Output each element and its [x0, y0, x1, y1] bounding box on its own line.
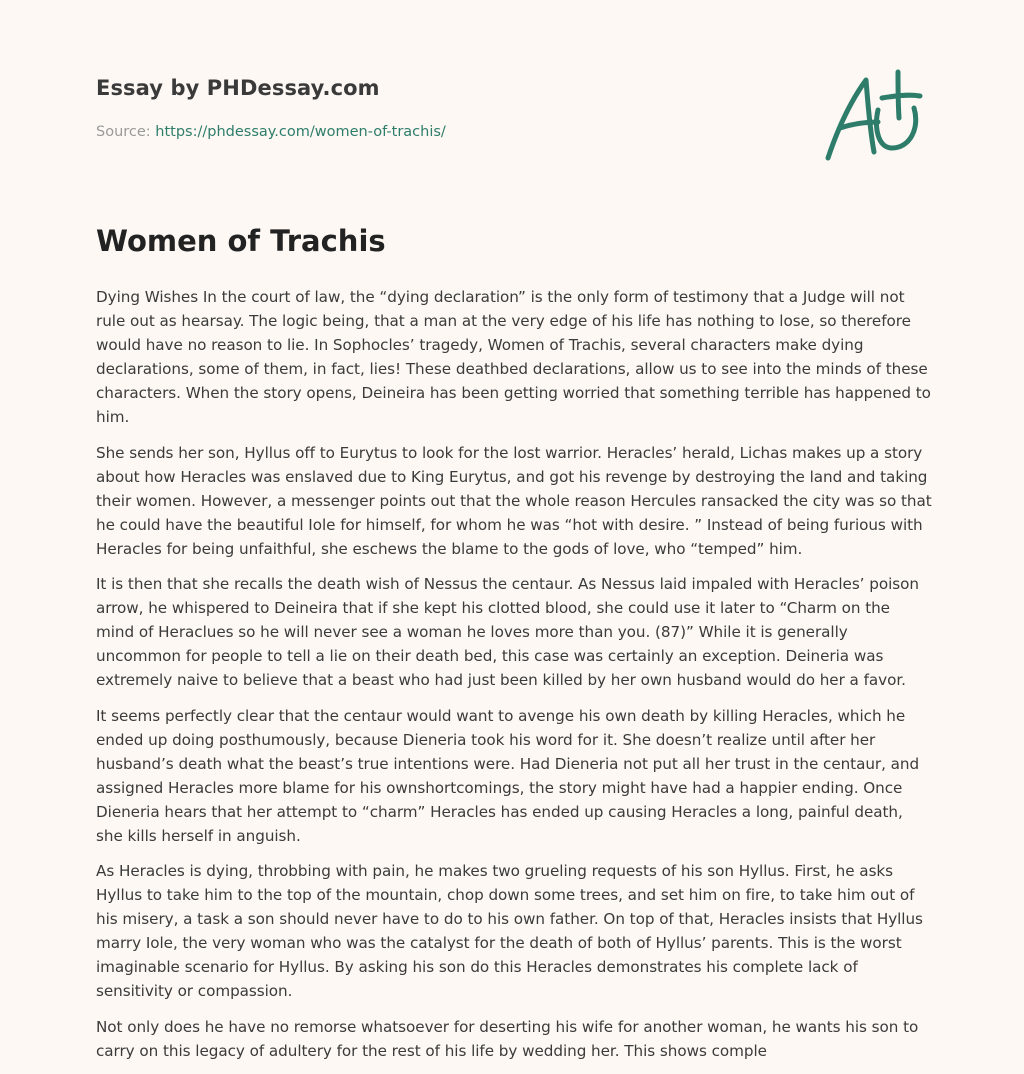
- essay-paragraph: Dying Wishes In the court of law, the “dying declaration” is the only form of testimony that a Judge will not rule out as hearsay. The logic being, that a man at the very edge of his life has nothing to lose, so therefore would have no reason to lie. In Sophocles’ tragedy, Women of Trachis, several characters make dying declarations, some of them, in fact, lies! These deathbed declarations, allow us to see into the minds of these characters. When the story opens, Deineira has been getting worried that something terrible has happened to him.: [96, 288, 931, 426]
- essay-paragraph: As Heracles is dying, throbbing with pain, he makes two grueling requests of his son Hyllus. First, he asks Hyllus to take him to the top of the mountain, chop down some trees, and set him on fire, to take him out of his misery, a task a son should never have to do to his own father. On top of that, Heracles insists that Hyllus marry Iole, the very woman who was the catalyst for the death of both of Hyllus’ parents. This is the worst imaginable scenario for Hyllus. By asking his son do this Heracles demonstrates his complete lack of sensitivity or compassion.: [96, 862, 923, 1000]
- a-plus-logo: [818, 66, 930, 166]
- essay-paragraph: It seems perfectly clear that the centaur would want to avenge his own death by killing Heracles, which he ended up doing posthumously, because Dieneria took his word for it. She doesn’t realize until after her husband’s death what the beast’s true intentions were. Had Dieneria not put all her trust in the centaur, and assigned Heracles more blame for his ownshortcomings, the story might have had a happier ending. Once Dieneria hears that her attempt to “charm” Heracles has ended up causing Heracles a long, painful death, she kills herself in anguish.: [96, 706, 920, 845]
- essay-title: Women of Trachis: [96, 224, 386, 258]
- source-link[interactable]: https://phdessay.com/women-of-trachis/: [155, 124, 446, 140]
- site-title: Essay by PHDessay.com: [96, 76, 380, 100]
- essay-paragraph: She sends her son, Hyllus off to Eurytus to look for the lost warrior. Heracles’ herald, Lichas makes up a story about how Heracles was enslaved due to King Eurytus, and got his revenge by destroying the land and taking their women. However, a messenger points out that the whole reason Hercules ransacked the city was so that he could have the beautiful Iole for himself, for whom he was “hot with desire. ” Instead of being furious with Heracles for being unfaithful, she eschews the blame to the gods of love, who “temped” him.: [96, 443, 932, 558]
- a-plus-logo-icon: [818, 66, 930, 166]
- source-label: Source:: [96, 124, 151, 140]
- essay-paragraph: It is then that she recalls the death wish of Nessus the centaur. As Nessus laid impaled with Heracles’ poison arrow, he whispered to Deineira that if she kept his clotted blood, she could use it later to “Charm on the mind of Heraclues so he will never see a woman he loves more than you. (87)” While it is generally uncommon for people to tell a lie on their death bed, this case was certainly an exception. Deineria was extremely naive to believe that a beast who had just been killed by her own husband would do her a favor.: [96, 575, 919, 689]
- source-line: [96, 124, 446, 140]
- essay-paragraph: Not only does he have no remorse whatsoever for deserting his wife for another woman, he wants his son to carry on this legacy of adultery for the rest of his life by wedding her. This shows comple: [96, 1017, 919, 1060]
- essay-body: [96, 285, 932, 1074]
